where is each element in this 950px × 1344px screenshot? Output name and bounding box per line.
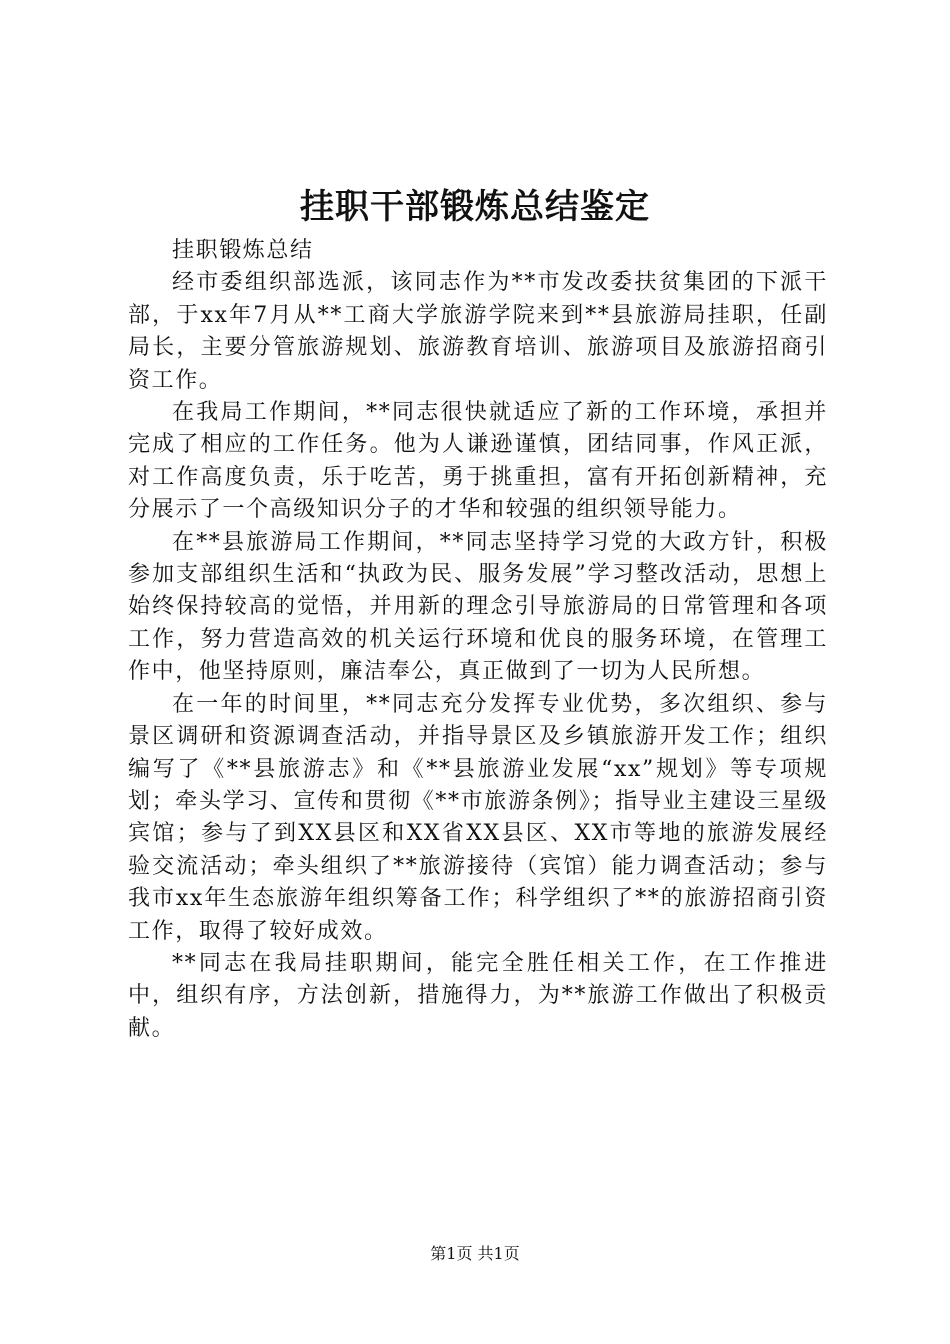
paragraph-4: 在一年的时间里，**同志充分发挥专业优势，多次组织、参与景区调研和资源调查活动，并指导景区及乡镇旅游开发工作；组织编写了《**县旅游志》和《**县旅游业发展“xx”规划》等专项规划；牵头学习、宣传和贯彻《**市旅游条例》；指导业主建设三星级宾馆；参与了到XX县区和XX省XX县区、XX市等地的旅游发展经验交流活动；牵头组织了**旅游接待（宾馆）能力调查活动；参与我市xx年生态旅游年组织筹备工作；科学组织了**的旅游招商引资工作，取得了较好成效。 [128, 691, 828, 944]
document-subtitle: 挂职锻炼总结 [172, 238, 314, 263]
page-number: 第1页 共1页 [430, 1244, 520, 1263]
document-title: 挂职干部锻炼总结鉴定 [300, 187, 650, 227]
paragraph-2: 在我局工作期间，**同志很快就适应了新的工作环境，承担并完成了相应的工作任务。他为人谦逊谨慎，团结同事，作风正派，对工作高度负责，乐于吃苦，勇于挑重担，富有开拓创新精神，充分展示了一个高级知识分子的才华和较强的组织领导能力。 [128, 400, 828, 523]
paragraph-3: 在**县旅游局工作期间，**同志坚持学习党的大政方针，积极参加支部组织生活和“执政为民、服务发展”学习整改活动，思想上始终保持较高的觉悟，并用新的理念引导旅游局的日常管理和各项工作，努力营造高效的机关运行环境和优良的服务环境，在管理工作中，他坚持原则，廉洁奉公，真正做到了一切为人民所想。 [128, 529, 828, 685]
document-body [128, 235, 828, 1045]
paragraph-5: **同志在我局挂职期间，能完全胜任相关工作，在工作推进中，组织有序，方法创新，措施得力，为**旅游工作做出了积极贡献。 [128, 950, 828, 1041]
paragraph-1: 经市委组织部选派，该同志作为**市发改委扶贫集团的下派干部，于xx年7月从**工商大学旅游学院来到**县旅游局挂职，任副局长，主要分管旅游规划、旅游教育培训、旅游项目及旅游招商引资工作。 [128, 270, 828, 393]
